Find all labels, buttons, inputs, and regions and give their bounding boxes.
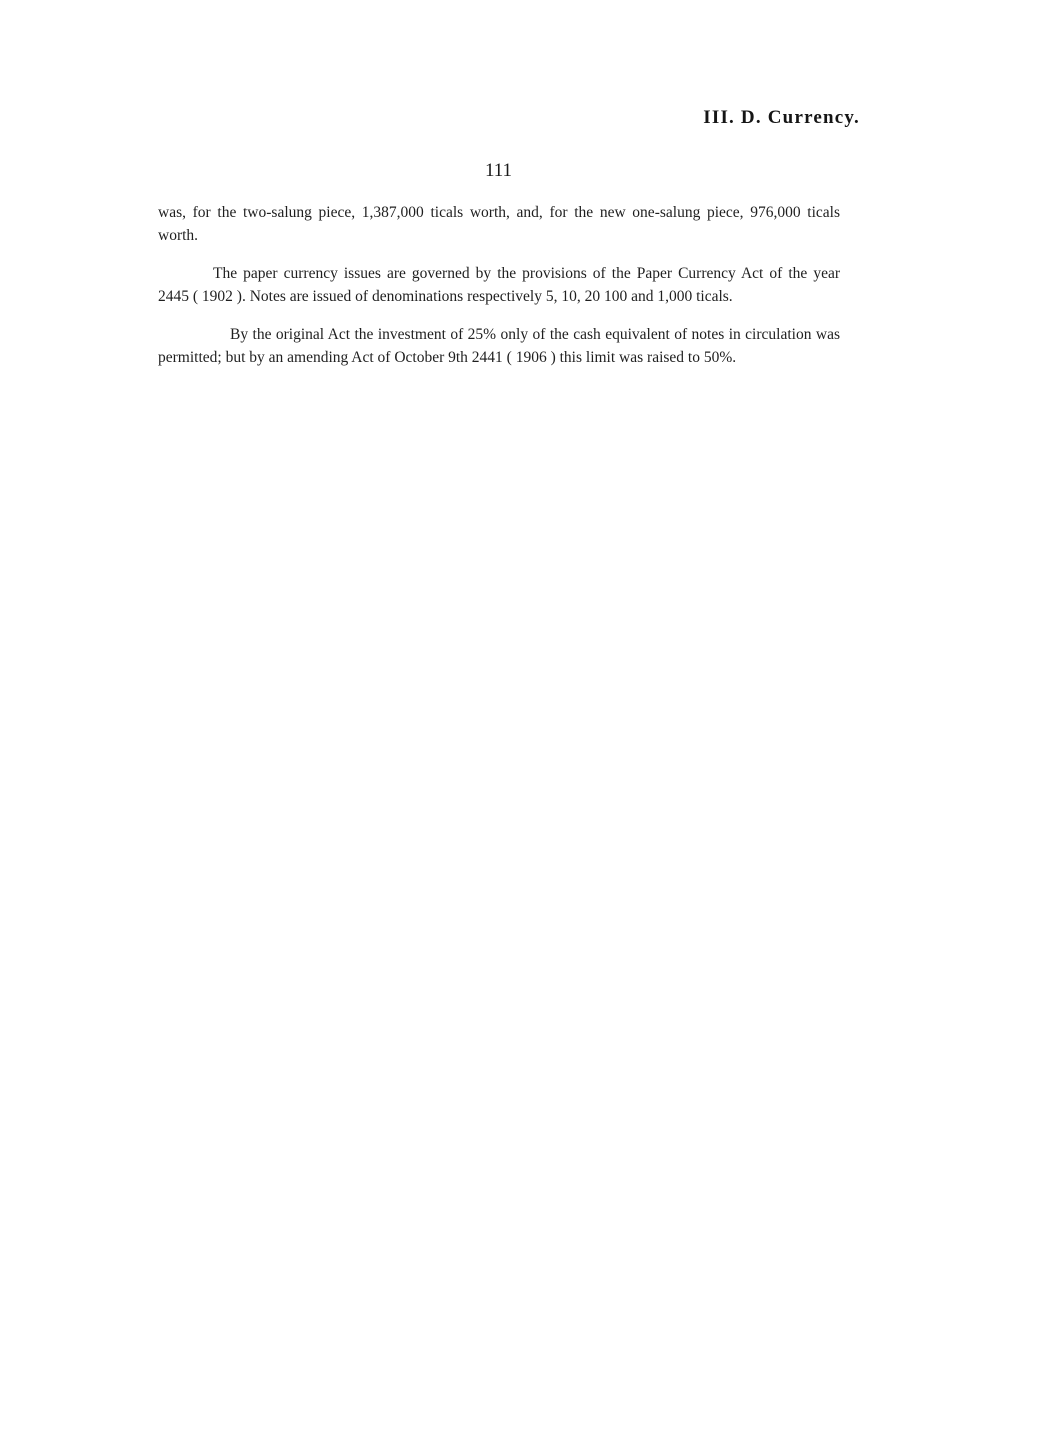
running-head: III. D. Currency. bbox=[703, 107, 860, 128]
body-text bbox=[158, 201, 840, 384]
page-number: 111 bbox=[484, 160, 513, 181]
paragraph-paper-currency: The paper currency issues are governed by the provisions of the Paper Currency Act of the year 2445 ( 1902 ). Notes are issued of denominations respectively 5, 10, 20 100 and 1,000 ticals. bbox=[158, 265, 840, 305]
paragraph-coin-issue: was, for the two-salung piece, 1,387,000 ticals worth, and, for the new one-salung piece, 976,000 ticals worth. bbox=[158, 204, 840, 244]
paragraph-investment-limit: By the original Act the investment of 25% only of the cash equivalent of notes in circulation was permitted; but by an amending Act of October 9th 2441 ( 1906 ) this limit was raised to 50%. bbox=[158, 326, 840, 366]
